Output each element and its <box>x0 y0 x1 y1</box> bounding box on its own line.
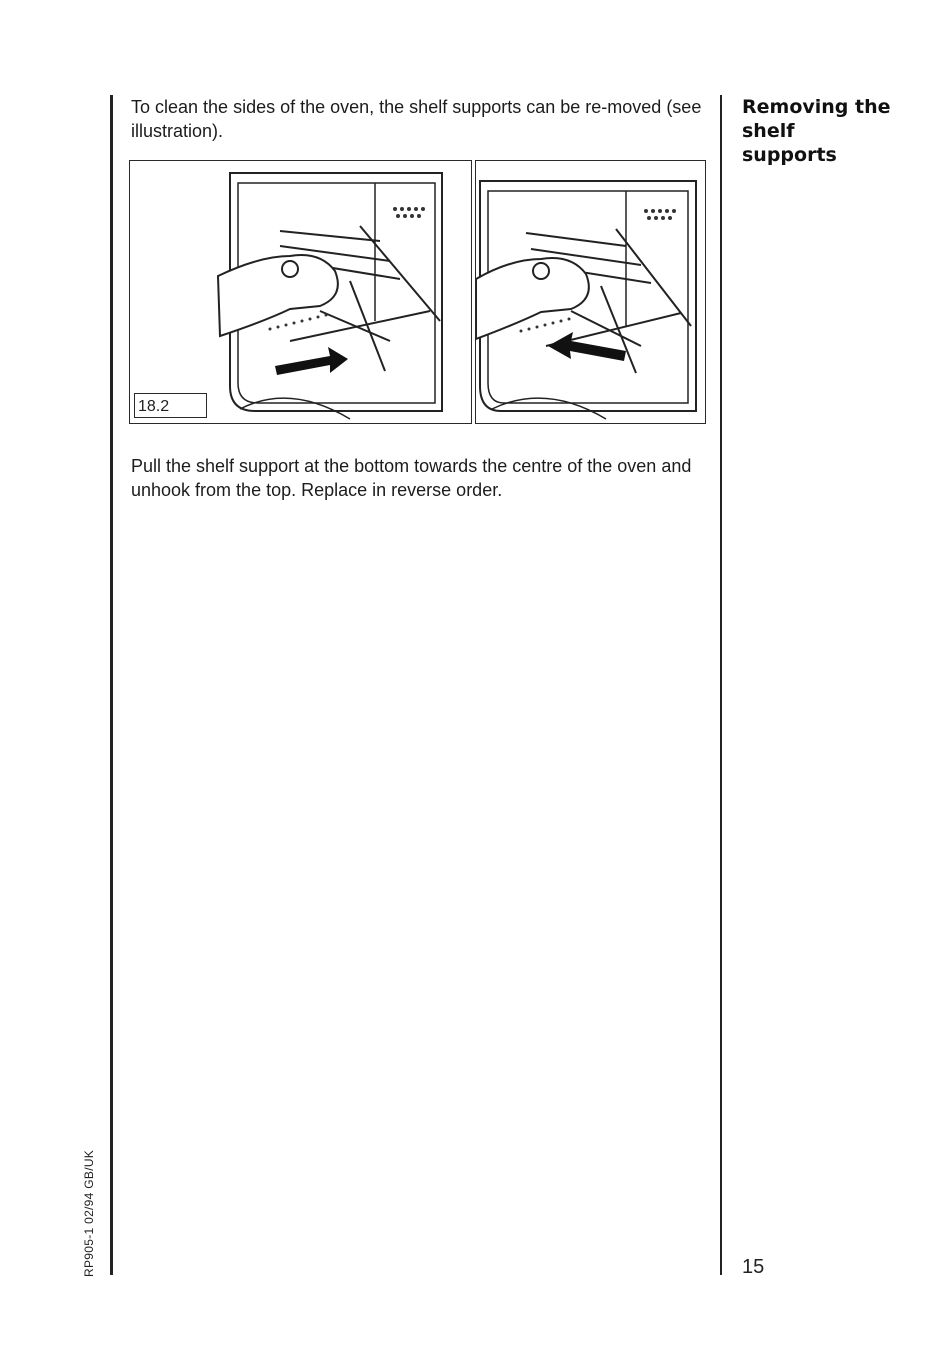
oven-unhook-illustration <box>476 161 705 423</box>
document-code: RP905-1 02/94 GB/UK <box>82 1149 96 1277</box>
figure-label: 18.2 <box>134 393 207 418</box>
section-heading: Removing the shelf supports <box>742 96 891 166</box>
oven-pull-illustration <box>130 161 471 423</box>
instruction-paragraph: Pull the shelf support at the bottom towards the centre of the oven and unhook from the top. Replace in reverse order. <box>131 456 692 500</box>
illustration-panel-pull <box>129 160 472 424</box>
right-margin-rule <box>720 95 722 1275</box>
page-number: 15 <box>742 1256 765 1278</box>
illustration-panel-unhook <box>475 160 706 424</box>
intro-paragraph: To clean the sides of the oven, the shelf supports can be re-moved (see illustration). <box>131 97 702 141</box>
left-margin-rule <box>110 95 113 1275</box>
illustration-figure <box>129 160 706 424</box>
